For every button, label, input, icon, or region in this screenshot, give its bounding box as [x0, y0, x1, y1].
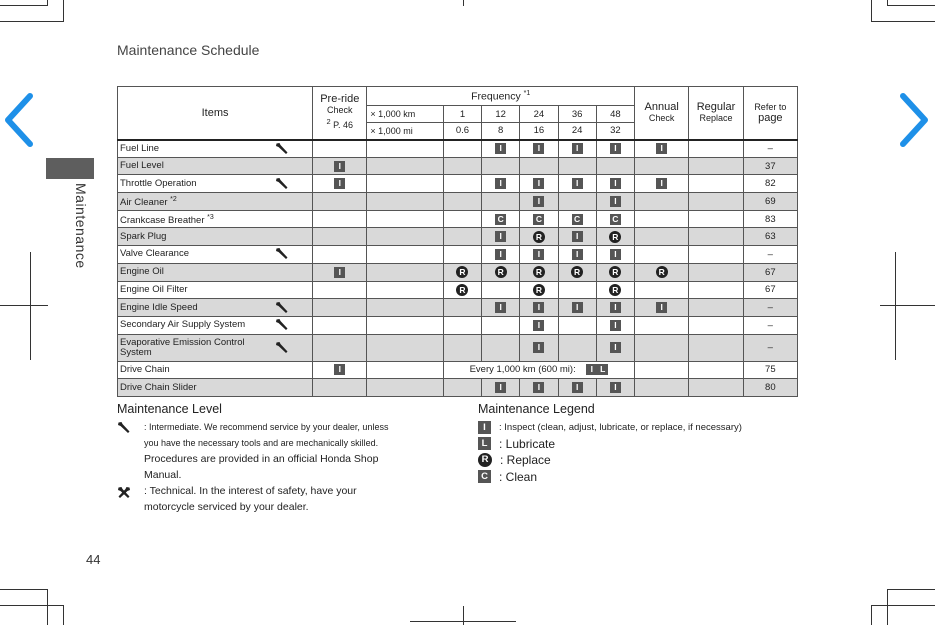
clean-symbol-icon: C [478, 470, 491, 483]
schedule-symbol-icon: I [495, 143, 506, 154]
page-number: 44 [86, 552, 101, 567]
schedule-symbol-icon: C [572, 214, 583, 225]
regular-cell [689, 263, 743, 281]
frequency-cell [558, 263, 596, 281]
frequency-cell [596, 140, 634, 158]
pre-ride-cell [313, 334, 367, 361]
frequency-cell [443, 246, 481, 264]
schedule-symbol-icon: I [533, 342, 544, 353]
unit-cell [367, 246, 443, 264]
refer-page-cell: – [743, 334, 797, 361]
refer-page-cell: 37 [743, 157, 797, 175]
frequency-cell [520, 193, 558, 211]
schedule-symbol-icon: I [572, 231, 583, 242]
frequency-cell [520, 246, 558, 264]
lubricate-symbol-icon: L [478, 437, 491, 450]
annual-cell [635, 299, 689, 317]
regular-cell [689, 228, 743, 246]
pre-ride-cell [313, 281, 367, 299]
frequency-cell [443, 316, 481, 334]
previous-page-chevron-left-icon[interactable] [0, 92, 40, 148]
maintenance-level-cell [272, 140, 312, 158]
frequency-cell [520, 316, 558, 334]
unit-cell [367, 193, 443, 211]
frequency-cell [596, 316, 634, 334]
refer-header: Refer to page [743, 87, 797, 140]
item-name: Spark Plug [118, 228, 273, 246]
legend-replace: R : Replace [478, 452, 798, 469]
annual-cell [635, 316, 689, 334]
regular-cell [689, 157, 743, 175]
schedule-symbol-icon: I [495, 382, 506, 393]
pre-ride-cell [313, 193, 367, 211]
frequency-cell [520, 379, 558, 397]
frequency-cell [443, 334, 481, 361]
schedule-symbol-icon: I [610, 143, 621, 154]
schedule-symbol-icon: I [656, 302, 667, 313]
item-name: Engine Idle Speed [118, 299, 273, 317]
maintenance-level-cell [272, 246, 312, 264]
table-row [118, 263, 798, 281]
maintenance-level-title: Maintenance Level [117, 402, 222, 416]
frequency-cell [482, 228, 520, 246]
frequency-cell [596, 299, 634, 317]
frequency-cell [558, 334, 596, 361]
schedule-symbol-icon: R [609, 231, 621, 243]
schedule-symbol-icon: I [610, 382, 621, 393]
schedule-symbol-icon: R [571, 266, 583, 278]
schedule-symbol-icon: C [610, 214, 621, 225]
pre-ride-cell [313, 299, 367, 317]
table-row [118, 299, 798, 317]
pre-ride-cell [313, 316, 367, 334]
schedule-symbol-icon: I [495, 231, 506, 242]
unit-cell [367, 140, 443, 158]
annual-cell [635, 263, 689, 281]
schedule-symbol-icon: C [533, 214, 544, 225]
schedule-symbol-icon: I [533, 320, 544, 331]
unit-cell [367, 361, 443, 379]
frequency-cell [558, 175, 596, 193]
regular-header: Regular Replace [689, 87, 743, 140]
frequency-cell [520, 299, 558, 317]
unit-cell [367, 299, 443, 317]
frequency-cell [596, 379, 634, 397]
schedule-symbol-icon: I [495, 249, 506, 260]
schedule-symbol-icon: R [533, 284, 545, 296]
section-tab-marker [46, 158, 94, 179]
frequency-cell [558, 210, 596, 228]
item-name: Drive Chain [118, 361, 273, 379]
unit-cell [367, 210, 443, 228]
frequency-cell [443, 281, 481, 299]
regular-cell [689, 140, 743, 158]
frequency-cell [482, 299, 520, 317]
frequency-cell [558, 228, 596, 246]
frequency-cell [443, 140, 481, 158]
pre-ride-cell [313, 140, 367, 158]
refer-page-cell: 67 [743, 281, 797, 299]
schedule-symbol-icon: I [572, 249, 583, 260]
schedule-symbol-icon: L [597, 364, 608, 375]
mi-value: 0.6 [443, 123, 481, 140]
schedule-symbol-icon: I [334, 267, 345, 278]
pre-ride-cell [313, 157, 367, 175]
maintenance-level-cell [272, 299, 312, 317]
frequency-cell [558, 316, 596, 334]
frequency-cell [558, 379, 596, 397]
schedule-symbol-icon: I [495, 302, 506, 313]
frequency-header: Frequency $^{*1}$ [367, 87, 635, 106]
regular-cell [689, 246, 743, 264]
pre-ride-cell [313, 210, 367, 228]
technical-level-row: : Technical. In the interest of safety, have your motorcycle serviced by your dealer. [117, 483, 447, 515]
item-name: Air Cleaner $^{*2}$ [118, 193, 273, 211]
annual-cell [635, 193, 689, 211]
schedule-symbol-icon: C [495, 214, 506, 225]
schedule-symbol-icon: I [610, 302, 621, 313]
schedule-symbol-icon: I [334, 178, 345, 189]
item-name: Fuel Level [118, 157, 273, 175]
regular-cell [689, 281, 743, 299]
frequency-cell [596, 246, 634, 264]
regular-cell [689, 299, 743, 317]
item-name: Crankcase Breather $^{*3}$ [118, 210, 273, 228]
refer-page-cell: – [743, 299, 797, 317]
mi-value: 8 [482, 123, 520, 140]
maintenance-legend [478, 402, 798, 485]
frequency-cell [596, 193, 634, 211]
pre-ride-cell [313, 263, 367, 281]
table-row [118, 228, 798, 246]
unit-cell [367, 157, 443, 175]
crossed-tools-icon [117, 486, 131, 500]
maintenance-schedule-table [117, 86, 798, 397]
maintenance-level-cell [272, 193, 312, 211]
schedule-symbol-icon: I [533, 178, 544, 189]
regular-cell [689, 175, 743, 193]
refer-page-cell: 82 [743, 175, 797, 193]
annual-cell [635, 210, 689, 228]
km-value: 24 [520, 106, 558, 123]
frequency-cell [596, 263, 634, 281]
unit-cell [367, 334, 443, 361]
schedule-symbol-icon: I [533, 302, 544, 313]
frequency-cell [596, 334, 634, 361]
wrench-icon [275, 177, 289, 191]
legend-lubricate: L : Lubricate [478, 436, 798, 453]
annual-cell [635, 281, 689, 299]
km-value: 36 [558, 106, 596, 123]
schedule-symbol-icon: R [533, 266, 545, 278]
km-value: 1 [443, 106, 481, 123]
maintenance-level-cell [272, 228, 312, 246]
refer-page-cell: – [743, 316, 797, 334]
unit-cell [367, 281, 443, 299]
km-value: 12 [482, 106, 520, 123]
frequency-cell [558, 157, 596, 175]
item-name: Valve Clearance [118, 246, 273, 264]
item-name: Engine Oil Filter [118, 281, 273, 299]
maintenance-level-cell [272, 210, 312, 228]
mi-value: 24 [558, 123, 596, 140]
frequency-cell [443, 299, 481, 317]
schedule-symbol-icon: R [495, 266, 507, 278]
schedule-symbol-icon: R [609, 266, 621, 278]
unit-mi: × 1,000 mi [367, 123, 443, 140]
schedule-symbol-icon: I [572, 143, 583, 154]
schedule-symbol-icon: I [610, 320, 621, 331]
schedule-symbol-icon: I [656, 178, 667, 189]
item-name: Secondary Air Supply System [118, 316, 273, 334]
wrench-icon [117, 421, 131, 435]
schedule-symbol-icon: I [572, 382, 583, 393]
schedule-symbol-icon: R [533, 231, 545, 243]
annual-cell [635, 157, 689, 175]
frequency-cell [520, 140, 558, 158]
frequency-cell [558, 140, 596, 158]
frequency-cell [558, 281, 596, 299]
refer-page-cell: 63 [743, 228, 797, 246]
section-label: Maintenance [73, 183, 89, 269]
mi-value: 16 [520, 123, 558, 140]
frequency-cell [596, 228, 634, 246]
frequency-cell [520, 228, 558, 246]
frequency-cell [520, 334, 558, 361]
annual-cell [635, 175, 689, 193]
frequency-cell [443, 175, 481, 193]
item-name: Engine Oil [118, 263, 273, 281]
frequency-cell [596, 157, 634, 175]
wrench-icon [275, 142, 289, 156]
unit-cell [367, 263, 443, 281]
unit-cell [367, 175, 443, 193]
frequency-cell [520, 281, 558, 299]
intermediate-level-row: : Intermediate. We recommend service by your dealer, unless you have the necessary tools and are mechanically skilled. Procedures are provided in an official Honda Shop Manual. [117, 419, 447, 483]
annual-cell [635, 228, 689, 246]
annual-cell [635, 361, 689, 379]
unit-cell [367, 379, 443, 397]
refer-page-cell: 75 [743, 361, 797, 379]
regular-cell [689, 193, 743, 211]
refer-page-cell: 80 [743, 379, 797, 397]
schedule-symbol-icon: I [572, 302, 583, 313]
maintenance-level-cell [272, 175, 312, 193]
wrench-icon [275, 341, 289, 355]
table-row [118, 281, 798, 299]
replace-symbol-icon: R [478, 453, 492, 467]
schedule-symbol-icon: I [586, 364, 597, 375]
legend-inspect: I : Inspect (clean, adjust, lubricate, or replace, if necessary) [478, 419, 798, 436]
pre-ride-cell [313, 246, 367, 264]
frequency-cell [596, 175, 634, 193]
frequency-cell [443, 157, 481, 175]
table-row [118, 334, 798, 361]
refer-page-cell: 83 [743, 210, 797, 228]
pre-ride-cell [313, 379, 367, 397]
schedule-symbol-icon: R [456, 284, 468, 296]
item-name: Throttle Operation [118, 175, 273, 193]
refer-page-cell: 69 [743, 193, 797, 211]
km-value: 48 [596, 106, 634, 123]
items-header: Items [118, 87, 313, 140]
schedule-symbol-icon: I [334, 161, 345, 172]
refer-page-cell: 67 [743, 263, 797, 281]
frequency-cell [482, 157, 520, 175]
annual-cell [635, 379, 689, 397]
item-name: Evaporative Emission Control System [118, 334, 273, 361]
mi-value: 32 [596, 123, 634, 140]
table-row [118, 361, 798, 379]
maintenance-level-cell [272, 361, 312, 379]
schedule-symbol-icon: R [656, 266, 668, 278]
inspect-symbol-icon: I [478, 421, 491, 434]
table-row [118, 175, 798, 193]
schedule-symbol-icon: I [533, 249, 544, 260]
page-title: Maintenance Schedule [117, 42, 260, 58]
pre-ride-cell [313, 361, 367, 379]
frequency-cell [596, 210, 634, 228]
table-row [118, 246, 798, 264]
frequency-cell [482, 175, 520, 193]
unit-cell [367, 228, 443, 246]
wrench-icon [275, 301, 289, 315]
schedule-symbol-icon: R [609, 284, 621, 296]
frequency-cell [482, 316, 520, 334]
table-row [118, 193, 798, 211]
schedule-symbol-icon: I [610, 249, 621, 260]
maintenance-level-cell [272, 263, 312, 281]
schedule-symbol-icon: I [533, 196, 544, 207]
maintenance-level-cell [272, 281, 312, 299]
frequency-cell [482, 379, 520, 397]
frequency-cell [520, 210, 558, 228]
frequency-cell [558, 299, 596, 317]
table-row [118, 379, 798, 397]
annual-header: Annual Check [635, 87, 689, 140]
pre-ride-cell [313, 228, 367, 246]
legend-clean: C : Clean [478, 469, 798, 486]
maintenance-level-legend [117, 402, 447, 515]
maintenance-level-cell [272, 316, 312, 334]
regular-cell [689, 379, 743, 397]
refer-page-cell: – [743, 246, 797, 264]
frequency-text-cell: Every 1,000 km (600 mi): I L [443, 361, 634, 379]
frequency-cell [520, 157, 558, 175]
schedule-symbol-icon: I [495, 178, 506, 189]
schedule-symbol-icon: I [572, 178, 583, 189]
item-name: Drive Chain Slider [118, 379, 273, 397]
refer-page-cell: – [743, 140, 797, 158]
frequency-cell [443, 193, 481, 211]
frequency-cell [558, 193, 596, 211]
annual-cell [635, 140, 689, 158]
frequency-cell [482, 263, 520, 281]
item-name: Fuel Line [118, 140, 273, 158]
frequency-cell [520, 175, 558, 193]
schedule-symbol-icon: I [610, 342, 621, 353]
frequency-cell [443, 263, 481, 281]
annual-cell [635, 334, 689, 361]
wrench-icon [275, 318, 289, 332]
frequency-cell [558, 246, 596, 264]
regular-cell [689, 316, 743, 334]
schedule-symbol-icon: I [610, 196, 621, 207]
frequency-cell [443, 210, 481, 228]
pre-ride-header: Pre-ride Check $^2$ P. 46 [313, 87, 367, 140]
regular-cell [689, 210, 743, 228]
schedule-symbol-icon: I [334, 364, 345, 375]
wrench-icon [275, 247, 289, 261]
frequency-cell [482, 246, 520, 264]
maintenance-level-cell [272, 379, 312, 397]
frequency-cell [596, 281, 634, 299]
maintenance-level-cell [272, 334, 312, 361]
schedule-symbol-icon: I [533, 382, 544, 393]
regular-cell [689, 334, 743, 361]
schedule-symbol-icon: I [533, 143, 544, 154]
maintenance-level-cell [272, 157, 312, 175]
maintenance-legend-title: Maintenance Legend [478, 402, 595, 416]
frequency-cell [443, 228, 481, 246]
table-row [118, 316, 798, 334]
table-row [118, 210, 798, 228]
frequency-cell [443, 379, 481, 397]
next-page-chevron-right-icon[interactable] [893, 92, 933, 148]
frequency-cell [482, 210, 520, 228]
frequency-cell [520, 263, 558, 281]
frequency-cell [482, 140, 520, 158]
regular-cell [689, 361, 743, 379]
table-row [118, 140, 798, 158]
schedule-symbol-icon: I [610, 178, 621, 189]
pre-ride-cell [313, 175, 367, 193]
frequency-cell [482, 193, 520, 211]
schedule-symbol-icon: R [456, 266, 468, 278]
unit-cell [367, 316, 443, 334]
frequency-cell [482, 334, 520, 361]
frequency-cell [482, 281, 520, 299]
table-row [118, 157, 798, 175]
unit-km: × 1,000 km [367, 106, 443, 123]
schedule-symbol-icon: I [656, 143, 667, 154]
annual-cell [635, 246, 689, 264]
